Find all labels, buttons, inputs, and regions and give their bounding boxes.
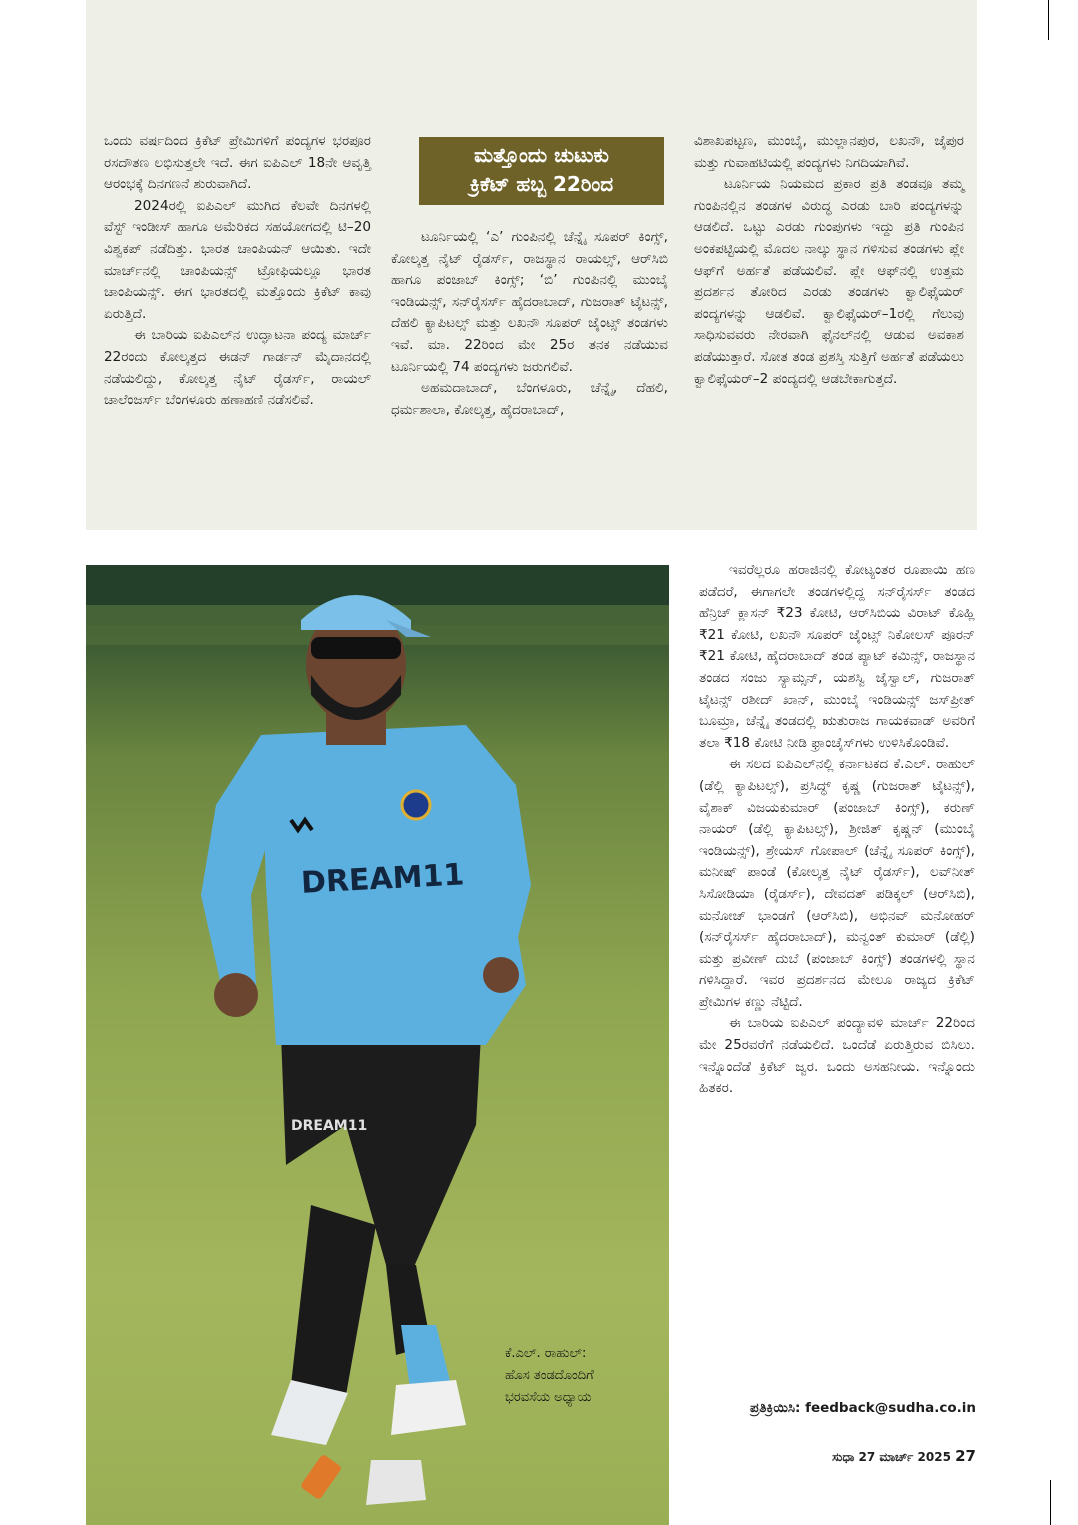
sidebar-column-3 bbox=[694, 131, 964, 390]
paragraph: ಈ ಸಲದ ಐಪಿಎಲ್‌ನಲ್ಲಿ ಕರ್ನಾಟಕದ ಕೆ.ಎಲ್. ರಾಹುಲ್ (ಡೆಲ್ಲಿ ಕ್ಯಾಪಿಟಲ್ಸ್), ಪ್ರಸಿದ್ಧ್ ಕೃಷ್ಣ (ಗುಜರಾತ್ ಟೈಟನ್ಸ್), ವೈಶಾಕ್ ವಿಜಯಕುಮಾರ್ (ಪಂಜಾಬ್ ಕಿಂಗ್ಸ್), ಕರುಣ್ ನಾಯರ್ (ಡೆಲ್ಲಿ ಕ್ಯಾಪಿಟಲ್ಸ್), ಶ್ರೀಜಿತ್ ಕೃಷ್ಣನ್ (ಮುಂಬೈ ಇಂಡಿಯನ್ಸ್), ಶ್ರೇಯಸ್ ಗೋಪಾಲ್ (ಚೆನ್ನೈ ಸೂಪರ್ ಕಿಂಗ್ಸ್), ಮನೀಷ್ ಪಾಂಡೆ (ಕೋಲ್ಕತ್ತ ನೈಟ್ ರೈಡರ್ಸ್), ಲವ್‌ನೀತ್ ಸಿಸೋಡಿಯಾ (ರೈಡರ್ಸ್), ದೇವದತ್ ಪಡಿಕ್ಕಲ್ (ಆರ್‌ಸಿಬಿ), ಮನೋಜ್ ಭಾಂಡಗೆ (ಆರ್‌ಸಿಬಿ), ಅಭಿನವ್ ಮನೋಹರ್ (ಸನ್‌ರೈಸರ್ಸ್ ಹೈದರಾಬಾದ್), ಮನ್ವಂತ್ ಕುಮಾರ್ (ಡೆಲ್ಲಿ) ಮತ್ತು ಪ್ರವೀಣ್ ದುಬೆ (ಪಂಜಾಬ್ ಕಿಂಗ್ಸ್) ತಂಡಗಳಲ್ಲಿ ಸ್ಥಾನ ಗಳಿಸಿದ್ದಾರೆ. ಇವರ ಪ್ರದರ್ಶನದ ಮೇಲೂ ರಾಜ್ಯದ ಕ್ರಿಕೆಟ್ ಪ್ರೇಮಿಗಳ ಕಣ್ಣು ನೆಟ್ಟಿದೆ. bbox=[699, 756, 975, 1010]
jersey-sponsor-text: DREAM11 bbox=[300, 857, 466, 901]
caption-line-1: ಕೆ.ಎಲ್. ರಾಹುಲ್: bbox=[505, 1346, 587, 1361]
crop-mark bbox=[1050, 1480, 1051, 1525]
paragraph: 2024ರಲ್ಲಿ ಐಪಿಎಲ್ ಮುಗಿದ ಕೆಲವೇ ದಿನಗಳಲ್ಲಿ ವೆಸ್ಟ್ ಇಂಡೀಸ್ ಹಾಗೂ ಅಮೆರಿಕದ ಸಹಯೋಗದಲ್ಲಿ ಟಿ–20 ವಿಶ್ವಕಪ್ ನಡೆದಿತ್ತು. ಭಾರತ ಚಾಂಪಿಯನ್ ಆಯಿತು. ಇದೇ ಮಾರ್ಚ್‌ನಲ್ಲಿ ಚಾಂಪಿಯನ್ಸ್ ಟ್ರೋಫಿಯಲ್ಲೂ ಭಾರತ ಚಾಂಪಿಯನ್ಸ್. ಈಗ ಭಾರತದಲ್ಲಿ ಮತ್ತೊಂದು ಕ್ರಿಕೆಟ್ ಕಾವು ಏರುತ್ತಿದೆ. bbox=[104, 197, 371, 322]
page-number: 27 bbox=[955, 1447, 976, 1465]
headline-box bbox=[419, 137, 664, 205]
shorts-sponsor-text: DREAM11 bbox=[291, 1118, 368, 1134]
crop-mark bbox=[1048, 0, 1049, 40]
paragraph: ಈ ಬಾರಿಯ ಐಪಿಎಲ್ ಪಂದ್ಯಾವಳಿ ಮಾರ್ಚ್ 22ರಿಂದ ಮೇ 25ರವರೆಗೆ ನಡೆಯಲಿದೆ. ಒಂದೆಡೆ ಏರುತ್ತಿರುವ ಬಿಸಿಲು. ಇನ್ನೊಂದೆಡೆ ಕ್ರಿಕೆಟ್ ಜ್ವರ. ಒಂದು ಅಸಹನೀಯ. ಇನ್ನೊಂದು ಹಿತಕರ. bbox=[699, 1015, 975, 1097]
photo-caption bbox=[505, 1343, 665, 1409]
headline-line-2: ಕ್ರಿಕೆಟ್ ಹಬ್ಬ 22ರಿಂದ bbox=[469, 172, 614, 196]
caption-line-2: ಹೊಸ ತಂಡದೊಂದಿಗೆ bbox=[505, 1368, 594, 1383]
paragraph: ಟೂರ್ನಿಯಲ್ಲಿ ‘ಎ’ ಗುಂಪಿನಲ್ಲಿ ಚೆನ್ನೈ ಸೂಪರ್ ಕಿಂಗ್ಸ್, ಕೋಲ್ಕತ್ತ ನೈಟ್ ರೈಡರ್ಸ್, ರಾಜಸ್ಥಾನ ರಾಯಲ್ಸ್, ಆರ್‌ಸಿಬಿ ಹಾಗೂ ಪಂಜಾಬ್ ಕಿಂಗ್ಸ್; ‘ಬಿ’ ಗುಂಪಿನಲ್ಲಿ ಮುಂಬೈ ಇಂಡಿಯನ್ಸ್, ಸನ್‌ರೈಸರ್ಸ್ ಹೈದರಾಬಾದ್, ಗುಜರಾತ್ ಟೈಟನ್ಸ್, ದೆಹಲಿ ಕ್ಯಾಪಿಟಲ್ಸ್ ಮತ್ತು ಲಖನೌ ಸೂಪರ್ ಜೈಂಟ್ಸ್ ತಂಡಗಳು ಇವೆ. ಮಾ. 22ರಿಂದ ಮೇ 25ರ ತನಕ ನಡೆಯುವ ಟೂರ್ನಿಯಲ್ಲಿ 74 ಪಂದ್ಯಗಳು ಜರುಗಲಿವೆ. bbox=[391, 229, 668, 375]
feedback-line: ಪ್ರತಿಕ್ರಿಯಿಸಿ: feedback@sudha.co.in bbox=[750, 1400, 976, 1416]
page-folio bbox=[820, 1447, 976, 1465]
folio-text: ಸುಧಾ 27 ಮಾರ್ಚ್ 2025 bbox=[832, 1450, 951, 1464]
sidebar-column-1 bbox=[104, 131, 371, 412]
caption-line-3: ಭರವಸೆಯ ಅಧ್ಯಾಯ bbox=[505, 1390, 592, 1405]
headline-line-1: ಮತ್ತೊಂದು ಚುಟುಕು bbox=[474, 143, 609, 167]
paragraph: ಟೂರ್ನಿಯ ನಿಯಮದ ಪ್ರಕಾರ ಪ್ರತಿ ತಂಡವೂ ತಮ್ಮ ಗುಂಪಿನಲ್ಲಿನ ತಂಡಗಳ ವಿರುದ್ಧ ಎರಡು ಬಾರಿ ಪಂದ್ಯಗಳನ್ನು ಆಡಲಿದೆ. ಒಟ್ಟು ಎರಡು ಗುಂಪುಗಳು ಇದ್ದು ಪ್ರತಿ ಗುಂಪಿನ ಅಂಕಪಟ್ಟಿಯಲ್ಲಿ ಮೊದಲ ನಾಲ್ಕು ಸ್ಥಾನ ಗಳಿಸುವ ತಂಡಗಳು ಪ್ಲೇ ಆಫ್‌ಗೆ ಅರ್ಹತೆ ಪಡೆಯಲಿವೆ. ಪ್ಲೇ ಆಫ್‌ನಲ್ಲಿ ಉತ್ತಮ ಪ್ರದರ್ಶನ ತೋರಿದ ಎರಡು ತಂಡಗಳು ಕ್ವಾಲಿಫೈಯರ್ ಪಂದ್ಯಗಳನ್ನು ಆಡಲಿವೆ. ಕ್ವಾಲಿಫೈಯರ್–1ರಲ್ಲಿ ಗೆಲುವು ಸಾಧಿಸುವವರು ನೇರವಾಗಿ ಫೈನಲ್‌ನಲ್ಲಿ ಆಡುವ ಅವಕಾಶ ಪಡೆಯುತ್ತಾರೆ. ಸೋತ ತಂಡ ಪ್ರಶಸ್ತಿ ಸುತ್ತಿಗೆ ಅರ್ಹತೆ ಪಡೆಯಲು ಕ್ವಾಲಿಫೈಯರ್–2 ಪಂದ್ಯದಲ್ಲಿ ಆಡಬೇಕಾಗುತ್ತದೆ. bbox=[694, 176, 964, 387]
paragraph: ಅಹಮದಾಬಾದ್, ಬೆಂಗಳೂರು, ಚೆನ್ನೈ, ದೆಹಲಿ, ಧರ್ಮಶಾಲಾ, ಕೋಲ್ಕತ್ತ, ಹೈದರಾಬಾದ್, bbox=[391, 380, 668, 418]
paragraph: ಈ ಬಾರಿಯ ಐಪಿಎಲ್‌ನ ಉದ್ಘಾಟನಾ ಪಂದ್ಯ ಮಾರ್ಚ್ 22ರಂದು ಕೋಲ್ಕತ್ತದ ಈಡನ್ ಗಾರ್ಡನ್ ಮೈದಾನದಲ್ಲಿ ನಡೆಯಲಿದ್ದು, ಕೋಲ್ಕತ್ತ ನೈಟ್ ರೈಡರ್ಸ್, ರಾಯಲ್ ಚಾಲೆಂಜರ್ಸ್ ಬೆಂಗಳೂರು ಹಣಾಹಣಿ ನಡೆಸಲಿವೆ. bbox=[104, 327, 371, 409]
paragraph: ವಿಶಾಖಪಟ್ಟಣ, ಮುಂಬೈ, ಮುಲ್ಲಾನಪುರ, ಲಖನೌ, ಜೈಪುರ ಮತ್ತು ಗುವಾಹಟಿಯಲ್ಲಿ ಪಂದ್ಯಗಳು ನಿಗದಿಯಾಗಿವೆ. bbox=[694, 133, 964, 171]
sidebar-column-2 bbox=[391, 227, 668, 421]
paragraph: ಒಂದು ವರ್ಷದಿಂದ ಕ್ರಿಕೆಟ್ ಪ್ರೇಮಿಗಳಿಗೆ ಪಂದ್ಯಗಳ ಭರಪೂರ ರಸದೌತಣ ಲಭಿಸುತ್ತಲೇ ಇದೆ. ಈಗ ಐಪಿಎಲ್ 18ನೇ ಆವೃತ್ತಿ ಆರಂಭಕ್ಕೆ ದಿನಗಣನೆ ಶುರುವಾಗಿದೆ. bbox=[104, 133, 371, 193]
paragraph: ಇವರೆಲ್ಲರೂ ಹರಾಜಿನಲ್ಲಿ ಕೋಟ್ಯಂತರ ರೂಪಾಯಿ ಹಣ ಪಡೆದರೆ, ಈಗಾಗಲೇ ತಂಡಗಳಲ್ಲಿದ್ದ ಸನ್‌ರೈಸರ್ಸ್ ತಂಡದ ಹೆನ್ರಿಚ್ ಕ್ಲಾಸನ್ ₹23 ಕೋಟಿ, ಆರ್‌ಸಿಬಿಯ ವಿರಾಟ್ ಕೊಹ್ಲಿ ₹21 ಕೋಟಿ, ಲಖನೌ ಸೂಪರ್ ಜೈಂಟ್ಸ್ ನಿಕೋಲಸ್ ಪೂರನ್ ₹21 ಕೋಟಿ, ಹೈದರಾಬಾದ್ ತಂಡ ಪ್ಯಾಟ್ ಕಮಿನ್ಸ್, ರಾಜಸ್ಥಾನ ತಂಡದ ಸಂಜು ಸ್ಯಾಮ್ಸನ್, ಯಶಸ್ವಿ ಜೈಸ್ವಾಲ್, ಗುಜರಾತ್ ಟೈಟನ್ಸ್ ರಶೀದ್ ಖಾನ್, ಮುಂಬೈ ಇಂಡಿಯನ್ಸ್ ಜಸ್‌ಪ್ರೀತ್ ಬೂಮ್ರಾ, ಚೆನ್ನೈ ತಂಡದಲ್ಲಿ ಋತುರಾಜ ಗಾಯಕವಾಡ್ ಅವರಿಗೆ ತಲಾ ₹18 ಕೋಟಿ ನೀಡಿ ಫ್ರಾಂಚೈಸ್‌ಗಳು ಉಳಿಸಿಕೊಂಡಿವೆ. bbox=[699, 562, 975, 751]
main-column bbox=[699, 560, 975, 1100]
